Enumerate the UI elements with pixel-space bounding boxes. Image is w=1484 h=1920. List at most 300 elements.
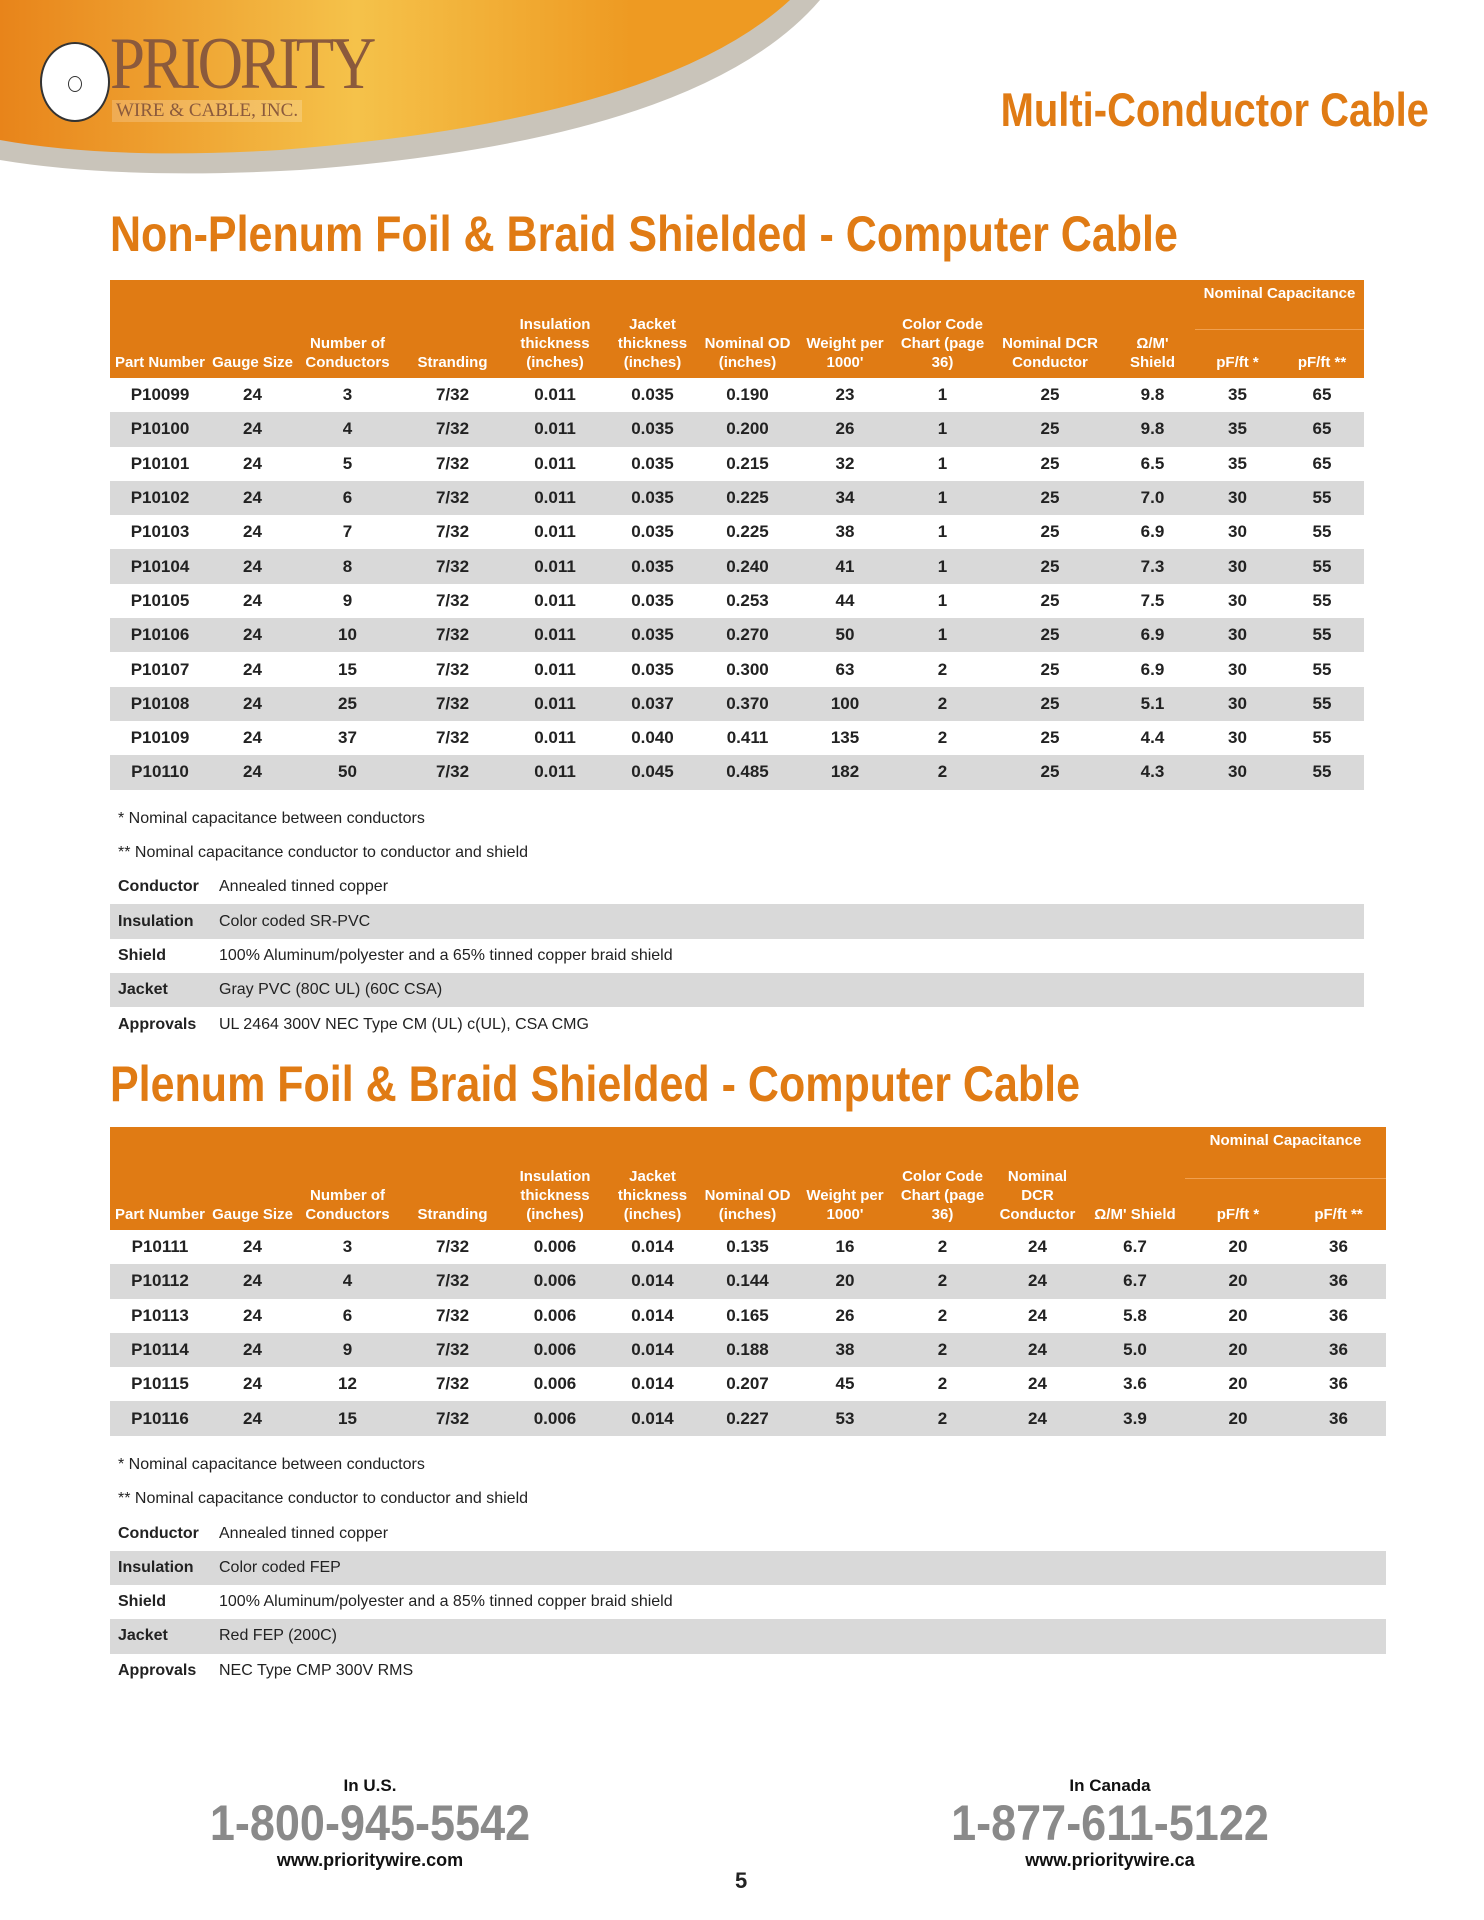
spec-value: Annealed tinned copper — [219, 878, 389, 896]
table-cell: 7/32 — [435, 1305, 470, 1325]
table-cell: 0.225 — [726, 522, 769, 542]
table-cell: 0.035 — [631, 453, 674, 473]
notes-block — [110, 1448, 1386, 1688]
table-cell: 7.3 — [1110, 549, 1195, 583]
table-cell: 1 — [937, 522, 948, 542]
table-row — [110, 1230, 1386, 1264]
table-cell: 6.7 — [1085, 1264, 1185, 1298]
table-cell: 30 — [1195, 687, 1280, 721]
table-row — [110, 412, 1364, 446]
table-cell: 24 — [210, 755, 295, 789]
table-cell: 20 — [1185, 1401, 1291, 1435]
table-cell: 30 — [1195, 618, 1280, 652]
table-cell: 0.037 — [605, 687, 700, 721]
table-cell: 30 — [1195, 549, 1280, 583]
table-cell: 50 — [795, 618, 895, 652]
table-cell: 4 — [295, 412, 400, 446]
table-cell: 7/32 — [400, 549, 505, 583]
table-row — [110, 652, 1364, 686]
table-cell: 0.011 — [534, 659, 576, 679]
spec-value: Color coded SR-PVC — [219, 912, 371, 930]
table-cell: 0.011 — [505, 618, 605, 652]
table-cell: 0.035 — [631, 659, 674, 679]
spec-label: Jacket — [118, 981, 168, 999]
table-cell: 36 — [1291, 1333, 1386, 1367]
table-cell: P10114 — [110, 1333, 210, 1367]
spec-label: Conductor — [118, 1524, 199, 1542]
table-cell: 30 — [1195, 481, 1280, 515]
spec-label: Insulation — [118, 1558, 194, 1576]
wire-reel-icon — [40, 42, 110, 122]
table-cell: 24 — [210, 481, 295, 515]
spec-value: Annealed tinned copper — [219, 1524, 389, 1542]
spec-table — [110, 1127, 1386, 1436]
table-cell: 25 — [990, 755, 1110, 789]
column-header: Jacket thickness (inches) — [605, 280, 700, 378]
table-cell: 0.011 — [534, 453, 576, 473]
table-cell: 6.9 — [1140, 659, 1165, 679]
table-cell: 24 — [243, 1237, 262, 1257]
table-cell: P10112 — [110, 1264, 210, 1298]
table-cell: 32 — [835, 453, 855, 473]
table-cell: 6.9 — [1140, 522, 1165, 542]
table-cell: 55 — [1312, 522, 1332, 542]
table-cell: 6.9 — [1110, 618, 1195, 652]
table-cell: 25 — [990, 481, 1110, 515]
table-cell: 24 — [243, 590, 262, 610]
table-cell: 20 — [1185, 1333, 1291, 1367]
table-row — [110, 1299, 1386, 1333]
table-cell: 24 — [1028, 1305, 1047, 1325]
table-cell: 0.035 — [605, 549, 700, 583]
table-cell: 5 — [342, 453, 353, 473]
table-cell: P10110 — [110, 755, 210, 789]
table-cell: 1 — [895, 412, 990, 446]
spec-row — [110, 1516, 1386, 1550]
spec-value: UL 2464 300V NEC Type CM (UL) c(UL), CSA CMG — [219, 1015, 589, 1033]
column-header: pF/ft * — [1195, 329, 1280, 378]
table-cell: 25 — [1040, 385, 1060, 405]
footnote: * Nominal capacitance between conductors — [118, 1455, 425, 1473]
footer-us-label: In U.S. — [343, 1776, 397, 1795]
table-row — [110, 687, 1364, 721]
table-row — [110, 378, 1364, 412]
table-cell: 24 — [243, 1374, 262, 1394]
table-cell: 7/32 — [435, 659, 470, 679]
table-cell: 9 — [342, 590, 353, 610]
page-number: 5 — [735, 1868, 748, 1893]
table-cell: 0.011 — [505, 412, 605, 446]
table-cell: 30 — [1228, 522, 1247, 542]
table-cell: 2 — [937, 1237, 948, 1257]
table-cell: 24 — [210, 1401, 295, 1435]
table-cell: 5.1 — [1110, 687, 1195, 721]
table-cell: 0.200 — [700, 412, 795, 446]
table-cell: 20 — [1228, 1305, 1248, 1325]
table-cell: 0.014 — [631, 1374, 674, 1394]
table-cell: 0.011 — [534, 590, 576, 610]
table-cell: 6.5 — [1140, 453, 1165, 473]
table-cell: 0.045 — [605, 755, 700, 789]
table-cell: 24 — [210, 1333, 295, 1367]
table-cell: 0.035 — [631, 590, 674, 610]
table-cell: P10104 — [110, 549, 210, 583]
table-row — [110, 755, 1364, 789]
table-cell: 0.014 — [605, 1401, 700, 1435]
spec-label: Insulation — [118, 912, 194, 930]
table-cell: 63 — [835, 659, 855, 679]
table-cell: 7/32 — [400, 755, 505, 789]
table-cell: 24 — [210, 687, 295, 721]
column-header: Gauge Size — [210, 280, 295, 378]
table-cell: 25 — [990, 687, 1110, 721]
table-cell: 30 — [1228, 728, 1247, 748]
footer-ca-phone[interactable]: 1-877-611-5122 — [951, 1795, 1269, 1851]
table-row — [110, 1401, 1386, 1435]
table-cell: P10101 — [130, 453, 190, 473]
table-cell: 7/32 — [435, 385, 470, 405]
column-header: Part Number — [110, 280, 210, 378]
table-cell: 53 — [795, 1401, 895, 1435]
spec-row — [110, 1585, 1386, 1619]
table-cell: 6 — [342, 1305, 353, 1325]
column-header: Color Code Chart (page 36) — [895, 1127, 990, 1230]
table-cell: 24 — [1028, 1237, 1047, 1257]
table-cell: 7/32 — [435, 728, 470, 748]
table-cell: 24 — [210, 618, 295, 652]
table-cell: 1 — [895, 618, 990, 652]
company-logo — [40, 22, 373, 132]
column-header: Ω/M' Shield — [1110, 280, 1195, 378]
table-cell: 44 — [835, 590, 855, 610]
table-cell: 2 — [895, 755, 990, 789]
table-cell: 3 — [342, 1237, 353, 1257]
footer-us — [180, 1776, 560, 1871]
table-cell: 2 — [937, 1374, 948, 1394]
table-cell: 3.6 — [1123, 1374, 1147, 1394]
table-cell: 25 — [990, 412, 1110, 446]
table-cell: 30 — [1228, 590, 1247, 610]
table-row — [110, 1333, 1386, 1367]
column-header: pF/ft ** — [1280, 329, 1364, 378]
table-cell: 65 — [1312, 453, 1332, 473]
table-cell: 36 — [1329, 1237, 1348, 1257]
table-cell: 0.370 — [700, 687, 795, 721]
table-cell: 0.011 — [505, 687, 605, 721]
table-cell: 35 — [1195, 412, 1280, 446]
table-cell: 41 — [795, 549, 895, 583]
table-cell: 35 — [1228, 453, 1247, 473]
spec-row — [110, 1007, 1364, 1041]
spec-table — [110, 280, 1364, 790]
table-cell: P10106 — [110, 618, 210, 652]
table-cell: P10105 — [130, 590, 190, 610]
table-cell: 0.014 — [631, 1305, 674, 1325]
table-cell: 0.225 — [700, 481, 795, 515]
table-cell: 24 — [243, 522, 262, 542]
table-cell: 0.011 — [505, 549, 605, 583]
table-row — [110, 481, 1364, 515]
table-cell: 26 — [835, 1305, 855, 1325]
table-cell: P10108 — [110, 687, 210, 721]
table-cell: 100 — [795, 687, 895, 721]
table-cell: 2 — [895, 687, 990, 721]
table-cell: P10115 — [131, 1374, 189, 1394]
table-cell: 15 — [295, 1401, 400, 1435]
table-cell: 9 — [295, 1333, 400, 1367]
table-cell: 30 — [1228, 659, 1247, 679]
table-cell: 55 — [1312, 659, 1332, 679]
table-cell: 45 — [835, 1374, 855, 1394]
table-cell: 2 — [937, 1305, 948, 1325]
table-cell: 24 — [990, 1333, 1085, 1367]
table-cell: 25 — [990, 549, 1110, 583]
table-row — [110, 1264, 1386, 1298]
table-cell: 0.035 — [605, 412, 700, 446]
table-cell: 30 — [1195, 755, 1280, 789]
table-cell: 20 — [1228, 1374, 1248, 1394]
table-cell: 0.035 — [631, 522, 674, 542]
table-cell: P10099 — [130, 385, 190, 405]
column-header: Ω/M' Shield — [1085, 1127, 1185, 1230]
table-cell: 7/32 — [400, 1401, 505, 1435]
column-header: Nominal OD (inches) — [700, 280, 795, 378]
column-header: pF/ft ** — [1291, 1179, 1386, 1231]
table-cell: 8 — [295, 549, 400, 583]
table-cell: 0.190 — [726, 385, 769, 405]
spec-value: Color coded FEP — [219, 1558, 341, 1576]
group-header: Nominal Capacitance — [1185, 1127, 1386, 1179]
table-cell: 0.165 — [726, 1305, 769, 1325]
spec-label: Jacket — [118, 1627, 168, 1645]
table-cell: 0.227 — [700, 1401, 795, 1435]
table-cell: 24 — [210, 412, 295, 446]
table-cell: 1 — [937, 590, 948, 610]
table-cell: 36 — [1329, 1374, 1348, 1394]
page-title: Multi-Conductor Cable — [1000, 83, 1429, 136]
spec-label: Shield — [118, 1593, 167, 1611]
table-cell: 4 — [295, 1264, 400, 1298]
column-header: Insulation thickness (inches) — [505, 280, 605, 378]
footer-us-url[interactable]: www.prioritywire.com — [276, 1850, 464, 1870]
table-cell: 25 — [1040, 590, 1060, 610]
spec-label: Shield — [118, 946, 167, 964]
table-cell: 0.270 — [700, 618, 795, 652]
column-header: Nominal DCR Conductor — [990, 1127, 1085, 1230]
table-cell: 7 — [342, 522, 353, 542]
table-cell: 0.011 — [505, 755, 605, 789]
table-cell: 25 — [1040, 728, 1060, 748]
table-row — [110, 618, 1364, 652]
spec-label: Approvals — [118, 1661, 197, 1679]
footer-ca-label: In Canada — [1069, 1776, 1151, 1795]
table-cell: 0.011 — [534, 385, 576, 405]
section-title: Plenum Foil & Braid Shielded - Computer Cable — [110, 1056, 1080, 1112]
column-header: Gauge Size — [210, 1127, 295, 1230]
table-cell: 24 — [990, 1264, 1085, 1298]
column-header: Stranding — [400, 1127, 505, 1230]
table-cell: 0.014 — [631, 1237, 674, 1257]
table-cell: 0.215 — [726, 453, 769, 473]
spec-row — [110, 904, 1364, 938]
table-cell: 2 — [895, 1333, 990, 1367]
spec-row — [110, 1654, 1386, 1688]
table-cell: 16 — [835, 1237, 855, 1257]
table-cell: 135 — [830, 728, 860, 748]
table-cell: 5.0 — [1085, 1333, 1185, 1367]
table-cell: 65 — [1280, 412, 1364, 446]
table-cell: P10107 — [130, 659, 190, 679]
table-cell: 38 — [835, 522, 855, 542]
table-cell: 2 — [895, 1401, 990, 1435]
spec-row — [110, 973, 1364, 1007]
logo-subtitle: WIRE & CABLE, INC. — [112, 100, 302, 122]
table-cell: 55 — [1280, 549, 1364, 583]
table-cell: 38 — [795, 1333, 895, 1367]
table-cell: 0.035 — [631, 385, 674, 405]
table-cell: P10109 — [130, 728, 190, 748]
table-cell: 0.006 — [505, 1401, 605, 1435]
table-cell: 0.014 — [605, 1264, 700, 1298]
table-cell: 25 — [1040, 522, 1060, 542]
table-cell: 34 — [795, 481, 895, 515]
table-cell: 24 — [243, 728, 262, 748]
table-cell: 7/32 — [400, 618, 505, 652]
table-cell: 55 — [1312, 728, 1332, 748]
table-cell: 0.144 — [700, 1264, 795, 1298]
footnote: ** Nominal capacitance conductor to conductor and shield — [118, 1490, 529, 1508]
table-row — [110, 721, 1364, 755]
footer-ca-url[interactable]: www.prioritywire.ca — [1025, 1850, 1195, 1870]
table-cell: 25 — [1040, 453, 1060, 473]
table-row — [110, 447, 1364, 481]
table-cell: 12 — [338, 1374, 357, 1394]
table-cell: 0.135 — [726, 1237, 769, 1257]
notes-block — [110, 802, 1364, 1042]
table-cell: 25 — [1040, 659, 1060, 679]
table-cell: 1 — [937, 385, 948, 405]
column-header: Weight per 1000' — [795, 1127, 895, 1230]
spec-value: Gray PVC (80C UL) (60C CSA) — [219, 981, 443, 999]
table-row — [110, 549, 1364, 583]
table-cell: 2 — [937, 728, 948, 748]
table-cell: 24 — [243, 1305, 262, 1325]
column-header: Number of Conductors — [295, 280, 400, 378]
table-cell: 0.014 — [605, 1333, 700, 1367]
footnote: ** Nominal capacitance conductor to conductor and shield — [118, 844, 529, 862]
table-cell: 0.035 — [605, 618, 700, 652]
table-cell: 6.7 — [1123, 1237, 1147, 1257]
table-cell: 10 — [295, 618, 400, 652]
table-cell: 6 — [295, 481, 400, 515]
table-cell: 0.188 — [700, 1333, 795, 1367]
spec-row — [110, 1619, 1386, 1653]
table-cell: 0.035 — [605, 481, 700, 515]
column-header: Nominal OD (inches) — [700, 1127, 795, 1230]
table-cell: 7.0 — [1110, 481, 1195, 515]
table-cell: 24 — [210, 1264, 295, 1298]
table-cell: 7/32 — [435, 590, 470, 610]
table-cell: 7/32 — [400, 1333, 505, 1367]
column-header: Number of Conductors — [295, 1127, 400, 1230]
table-cell: 36 — [1291, 1264, 1386, 1298]
table-cell: P10116 — [110, 1401, 210, 1435]
spec-label: Conductor — [118, 878, 199, 896]
table-cell: 9.8 — [1110, 412, 1195, 446]
section-title: Non-Plenum Foil & Braid Shielded - Computer Cable — [110, 206, 1178, 262]
spec-row — [110, 939, 1364, 973]
table-cell: 7/32 — [435, 1374, 470, 1394]
table-cell: 24 — [243, 385, 262, 405]
spec-value: 100% Aluminum/polyester and a 85% tinned copper braid shield — [219, 1593, 673, 1611]
table-cell: 20 — [1228, 1237, 1248, 1257]
table-cell: 0.006 — [533, 1305, 577, 1325]
table-cell: 4.3 — [1110, 755, 1195, 789]
column-header: Insulation thickness (inches) — [505, 1127, 605, 1230]
table-cell: 36 — [1291, 1401, 1386, 1435]
column-header: Weight per 1000' — [795, 280, 895, 378]
table-cell: 0.485 — [700, 755, 795, 789]
column-header: Part Number — [110, 1127, 210, 1230]
table-row — [110, 584, 1364, 618]
table-cell: 55 — [1280, 687, 1364, 721]
table-cell: 1 — [895, 549, 990, 583]
table-row — [110, 1367, 1386, 1401]
spec-value: 100% Aluminum/polyester and a 65% tinned copper braid shield — [219, 946, 673, 964]
table-cell: 4.4 — [1140, 728, 1165, 748]
table-cell: P10111 — [131, 1237, 189, 1257]
column-header: Jacket thickness (inches) — [605, 1127, 700, 1230]
table-cell: 0.006 — [533, 1237, 577, 1257]
table-cell: 0.207 — [726, 1374, 769, 1394]
table-cell: 1 — [937, 453, 948, 473]
footer-us-phone[interactable]: 1-800-945-5542 — [209, 1795, 531, 1851]
table-cell: 0.411 — [726, 728, 769, 748]
group-header: Nominal Capacitance — [1195, 280, 1364, 329]
table-cell: 24 — [1028, 1374, 1047, 1394]
table-cell: 7/32 — [435, 453, 470, 473]
table-cell: 7/32 — [400, 412, 505, 446]
footer-canada — [920, 1776, 1300, 1871]
column-header: pF/ft * — [1185, 1179, 1291, 1231]
spec-value: NEC Type CMP 300V RMS — [219, 1661, 414, 1679]
table-cell: 0.006 — [505, 1264, 605, 1298]
table-cell: 2 — [937, 659, 948, 679]
table-cell: 50 — [295, 755, 400, 789]
table-cell: 0.006 — [533, 1374, 577, 1394]
table-cell: 7/32 — [400, 1264, 505, 1298]
table-cell: P10100 — [110, 412, 210, 446]
column-header: Color Code Chart (page 36) — [895, 280, 990, 378]
table-cell: 9.8 — [1140, 385, 1165, 405]
footnote: * Nominal capacitance between conductors — [118, 809, 425, 827]
spec-label: Approvals — [118, 1015, 197, 1033]
table-cell: 2 — [895, 1264, 990, 1298]
table-cell: 7/32 — [400, 481, 505, 515]
table-cell: 24 — [990, 1401, 1085, 1435]
table-cell: P10103 — [130, 522, 190, 542]
table-cell: 25 — [990, 618, 1110, 652]
table-row — [110, 515, 1364, 549]
table-cell: 7.5 — [1140, 590, 1165, 610]
column-header: Stranding — [400, 280, 505, 378]
table-cell: 24 — [243, 659, 262, 679]
table-cell: 7/32 — [400, 687, 505, 721]
table-cell: 20 — [1185, 1264, 1291, 1298]
table-cell: 37 — [338, 728, 357, 748]
table-cell: 3.9 — [1085, 1401, 1185, 1435]
table-cell: 15 — [338, 659, 357, 679]
